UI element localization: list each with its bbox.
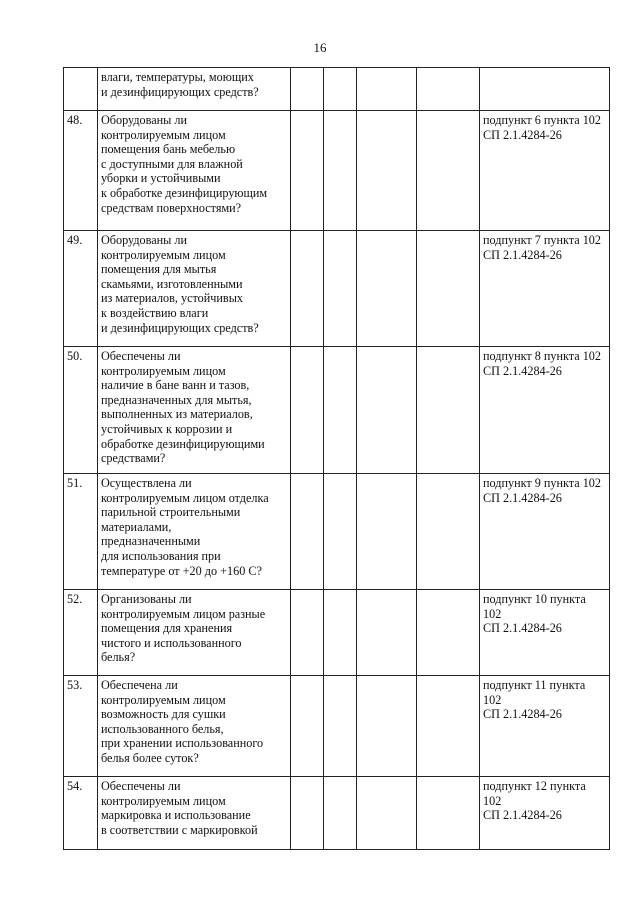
reference-cell: подпункт 10 пункта 102 СП 2.1.4284-26 bbox=[480, 590, 610, 676]
row-number: 48. bbox=[64, 111, 98, 231]
row-number: 50. bbox=[64, 347, 98, 474]
table-row bbox=[64, 777, 610, 850]
comment-cell bbox=[417, 347, 480, 474]
row-number: 54. bbox=[64, 777, 98, 850]
reference-cell: подпункт 11 пункта 102 СП 2.1.4284-26 bbox=[480, 676, 610, 777]
answer-cell-na bbox=[357, 590, 417, 676]
table-row bbox=[64, 347, 610, 474]
question-cell: Обеспечены ли контролируемым лицом маркировка и использование в соответствии с маркировкой bbox=[98, 777, 291, 850]
reference-cell: подпункт 8 пункта 102 СП 2.1.4284-26 bbox=[480, 347, 610, 474]
answer-cell-no bbox=[324, 347, 357, 474]
comment-cell bbox=[417, 231, 480, 347]
checklist-table bbox=[63, 67, 610, 850]
answer-cell-yes bbox=[291, 590, 324, 676]
row-number bbox=[64, 68, 98, 111]
answer-cell-na bbox=[357, 347, 417, 474]
question-cell: влаги, температуры, моющих и дезинфицирующих средств? bbox=[98, 68, 291, 111]
comment-cell bbox=[417, 68, 480, 111]
answer-cell-na bbox=[357, 231, 417, 347]
comment-cell bbox=[417, 676, 480, 777]
question-cell: Осуществлена ли контролируемым лицом отделка парильной строительными материалами, предназначенными для использования при температуре от +20 до +160 С? bbox=[98, 474, 291, 590]
answer-cell-na bbox=[357, 676, 417, 777]
reference-cell bbox=[480, 68, 610, 111]
answer-cell-yes bbox=[291, 676, 324, 777]
row-number: 53. bbox=[64, 676, 98, 777]
answer-cell-no bbox=[324, 231, 357, 347]
row-number: 51. bbox=[64, 474, 98, 590]
answer-cell-no bbox=[324, 590, 357, 676]
answer-cell-yes bbox=[291, 474, 324, 590]
reference-cell: подпункт 12 пункта 102 СП 2.1.4284-26 bbox=[480, 777, 610, 850]
answer-cell-yes bbox=[291, 68, 324, 111]
answer-cell-na bbox=[357, 68, 417, 111]
reference-cell: подпункт 6 пункта 102 СП 2.1.4284-26 bbox=[480, 111, 610, 231]
answer-cell-no bbox=[324, 111, 357, 231]
comment-cell bbox=[417, 777, 480, 850]
reference-cell: подпункт 9 пункта 102 СП 2.1.4284-26 bbox=[480, 474, 610, 590]
table-row bbox=[64, 676, 610, 777]
answer-cell-na bbox=[357, 474, 417, 590]
answer-cell-yes bbox=[291, 111, 324, 231]
comment-cell bbox=[417, 590, 480, 676]
table-row bbox=[64, 590, 610, 676]
answer-cell-na bbox=[357, 777, 417, 850]
table-row bbox=[64, 231, 610, 347]
table-row bbox=[64, 474, 610, 590]
comment-cell bbox=[417, 474, 480, 590]
answer-cell-no bbox=[324, 474, 357, 590]
answer-cell-no bbox=[324, 777, 357, 850]
row-number: 52. bbox=[64, 590, 98, 676]
answer-cell-no bbox=[324, 676, 357, 777]
page-number: 16 bbox=[313, 40, 327, 55]
question-cell: Оборудованы ли контролируемым лицом помещения бань мебелью с доступными для влажной уборки и устойчивыми к обработке дезинфицирующим средствам поверхностями? bbox=[98, 111, 291, 231]
table-row bbox=[64, 68, 610, 111]
question-cell: Обеспечены ли контролируемым лицом наличие в бане ванн и тазов, предназначенных для мытья, выполненных из материалов, устойчивых к коррозии и обработке дезинфицирующими средствами? bbox=[98, 347, 291, 474]
answer-cell-yes bbox=[291, 347, 324, 474]
table-row bbox=[64, 111, 610, 231]
answer-cell-yes bbox=[291, 231, 324, 347]
row-number: 49. bbox=[64, 231, 98, 347]
question-cell: Организованы ли контролируемым лицом разные помещения для хранения чистого и использованного белья? bbox=[98, 590, 291, 676]
answer-cell-yes bbox=[291, 777, 324, 850]
reference-cell: подпункт 7 пункта 102 СП 2.1.4284-26 bbox=[480, 231, 610, 347]
answer-cell-no bbox=[324, 68, 357, 111]
comment-cell bbox=[417, 111, 480, 231]
question-cell: Обеспечена ли контролируемым лицом возможность для сушки использованного белья, при хранении использованного белья более суток? bbox=[98, 676, 291, 777]
answer-cell-na bbox=[357, 111, 417, 231]
question-cell: Оборудованы ли контролируемым лицом помещения для мытья скамьями, изготовленными из материалов, устойчивых к воздействию влаги и дезинфицирующих средств? bbox=[98, 231, 291, 347]
